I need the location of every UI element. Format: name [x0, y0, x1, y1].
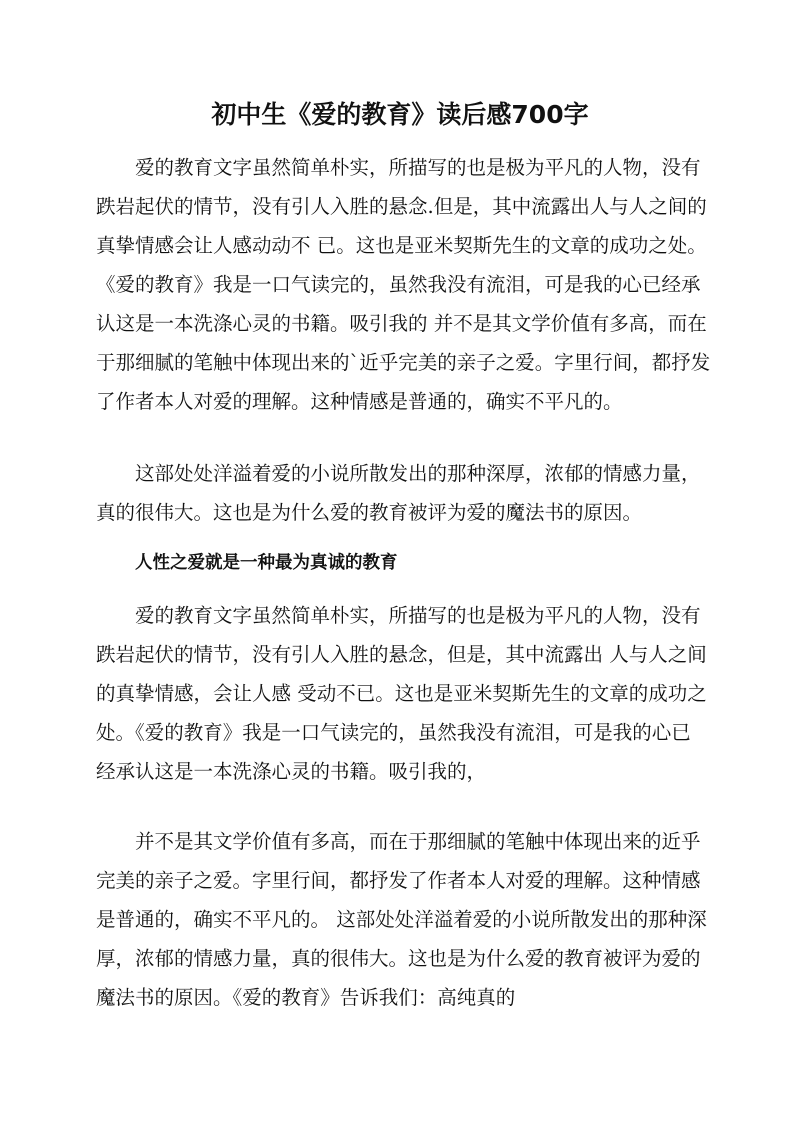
paragraph-line: 的真挚情感，会让人感 受动不已。这也是亚米契斯先生的文章的成功之 — [96, 682, 707, 705]
paragraph-line: 并不是其文学价值有多高，而在于那细腻的笔触中体现出来的近乎 — [135, 830, 701, 853]
paragraph-line: 跌岩起伏的情节，没有引人入胜的悬念.但是，其中流露出人与人之间的 — [96, 195, 707, 218]
section-heading: 人性之爱就是一种最为真诚的教育 — [135, 553, 398, 573]
document-title: 初中生《爱的教育》读后感700字 — [211, 100, 589, 129]
paragraph-line: 真的很伟大。这也是为什么爱的教育被评为爱的魔法书的原因。 — [96, 501, 643, 524]
paragraph-line: 了作者本人对爱的理解。这种情感是普通的，确实不平凡的。 — [96, 390, 623, 413]
paragraph-line: 这部处处洋溢着爱的小说所散发出的那种深厚，浓郁的情感力量， — [135, 462, 701, 485]
paragraph-line: 真挚情感会让人感动动不 已。这也是亚米契斯先生的文章的成功之处。 — [96, 234, 707, 257]
paragraph-line: 经承认这是一本洗涤心灵的书籍。吸引我的， — [96, 760, 487, 783]
paragraph-line: 魔法书的原因。《爱的教育》告诉我们：高纯真的 — [96, 986, 516, 1009]
paragraph-1 — [96, 148, 716, 421]
paragraph-4 — [96, 822, 716, 1017]
paragraph-2 — [96, 454, 716, 532]
paragraph-line: 处。《爱的教育》我是一口气读完的，虽然我没有流泪，可是我的心已 — [96, 721, 691, 744]
paragraph-line: 爱的教育文字虽然简单朴实，所描写的也是极为平凡的人物，没有 — [135, 604, 701, 627]
paragraph-line: 是普通的，确实不平凡的。 这部处处洋溢着爱的小说所散发出的那种深 — [96, 908, 707, 931]
paragraph-3 — [96, 596, 716, 791]
paragraph-line: 《爱的教育》我是一口气读完的，虽然我没有流泪，可是我的心已经承 — [96, 273, 701, 296]
paragraph-line: 厚，浓郁的情感力量，真的很伟大。这也是为什么爱的教育被评为爱的 — [96, 947, 701, 970]
paragraph-line: 完美的亲子之爱。字里行间，都抒发了作者本人对爱的理解。这种情感 — [96, 869, 701, 892]
paragraph-line: 跌岩起伏的情节，没有引人入胜的悬念，但是，其中流露出 人与人之间 — [96, 643, 707, 666]
paragraph-line: 认这是一本洗涤心灵的书籍。吸引我的 并不是其文学价值有多高，而在 — [96, 312, 707, 335]
paragraph-line: 爱的教育文字虽然简单朴实，所描写的也是极为平凡的人物，没有 — [135, 156, 701, 179]
paragraph-line: 于那细腻的笔触中体现出来的`近乎完美的亲子之爱。字里行间，都抒发 — [96, 351, 711, 374]
